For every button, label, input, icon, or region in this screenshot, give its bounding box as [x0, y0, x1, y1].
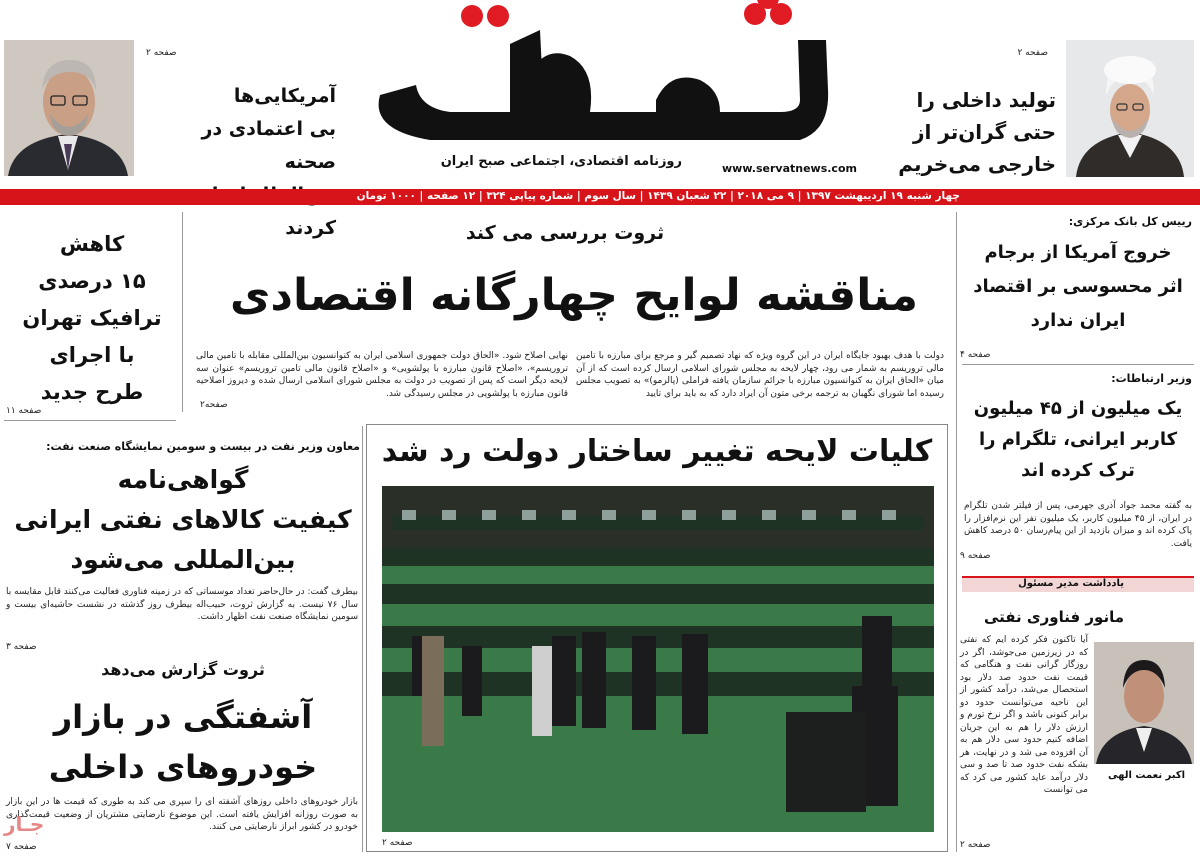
watermark: جـار — [4, 812, 45, 836]
main-kicker: ثروت بررسی می کند — [465, 222, 665, 244]
top-right-page: صفحه ۲ — [1017, 48, 1048, 58]
line: ایران ندارد — [1030, 310, 1126, 331]
larijani-portrait-icon — [4, 40, 134, 176]
left-story1-headline[interactable] — [6, 460, 360, 580]
left-story2-headline[interactable] — [6, 692, 360, 792]
masthead-logo — [360, 0, 840, 160]
dateline-text: چهار شنبه ۱۹ اردیبهشت ۱۳۹۷ | ۹ می ۲۰۱۸ | ۲۲ شعبان ۱۴۳۹ | سال سوم | شماره پیاپی ۳۲۴ | ۱۲ صفحه | ۱۰۰۰ تومان — [356, 190, 960, 202]
editorial-label-box — [962, 576, 1194, 592]
main-page: صفحه۲ — [200, 400, 228, 410]
line: کاربر ایرانی، تلگرام را — [978, 429, 1178, 450]
editorial-body-tail — [960, 790, 1194, 836]
center-photo-page: صفحه ۲ — [382, 838, 413, 848]
nematollahi-photo — [1094, 642, 1194, 764]
line: ترافیک تهران — [22, 306, 162, 330]
line: گواهی‌نامه — [117, 465, 249, 494]
right-story1-page: صفحه ۴ — [960, 350, 991, 360]
top-right-headline[interactable] — [876, 84, 1056, 180]
line: ترک کرده اند — [1021, 460, 1135, 481]
larijani-photo — [4, 40, 134, 176]
line: با اجرای — [49, 343, 135, 367]
top-left-page: صفحه ۲ — [146, 48, 177, 58]
left-story2-body: بازار خودروهای داخلی روزهای آشفته ای را سپری می کند به طوری که قیمت ها در این بازار به صورت روزانه افزایش یافته است. این موضوع نارضایتی مشتریان از وضعیت قیمت‌گذاری خودرو در کشور ابراز نارضایتی می کنند. — [6, 797, 358, 832]
editorial-body: آیا تاکنون فکر کرده ایم که نفتی که در زیرزمین می‌جوشد، اگر در روزگار گرانی نفت و هنگامی که قیمت نفت حدود صد دلار بود استحصال می‌شد، درآمد کشور از این ناحیه می‌توانست حدود دو برابر کنونی باشد و اگر نرخ تورم و ارزش دلار را هم به این جریان اضافه کنیم حدود سی دلار هم به آن افزوده می شد و در نهایت، هر بشکه نفت حدود صد تا صد و سی دلار درآمد عاید کشور می کرد که می توانست — [960, 635, 1088, 795]
divider — [962, 364, 1194, 365]
editorial-photo-caption: اکبر نعمت الهی — [1108, 770, 1186, 781]
line: اثر محسوسی بر اقتصاد — [973, 276, 1183, 297]
left-box-page: صفحه ۱۱ — [6, 406, 42, 416]
top-left-headline[interactable] — [146, 80, 336, 245]
line: حتی گران‌تر از — [912, 120, 1056, 144]
right-story2-page: صفحه ۹ — [960, 551, 991, 561]
right-story1-kicker: رییس کل بانک مرکزی: — [1068, 215, 1192, 228]
left-story1-kicker: معاون وزیر نفت در بیست و سومین نمایشگاه صنعت نفت: — [46, 440, 360, 453]
line: آمریکایی‌ها — [233, 85, 336, 107]
divider — [362, 426, 363, 852]
center-photo-headline[interactable]: کلیات لایحه تغییر ساختار دولت رد شد — [381, 434, 933, 469]
line: کردند — [285, 217, 336, 239]
left-story1-page: صفحه ۳ — [6, 642, 37, 652]
left-box-headline[interactable] — [8, 226, 176, 411]
rouhani-photo — [1066, 40, 1194, 177]
line: تولید داخلی را — [916, 88, 1056, 112]
right-story2-kicker: وزیر ارتباطات: — [1111, 372, 1192, 385]
line: خودروهای داخلی — [48, 748, 318, 786]
editorial-title[interactable]: مانور فناوری نفتی — [983, 608, 1124, 626]
line: طرح جدید — [40, 380, 144, 404]
parliament-photo-icon — [382, 486, 934, 832]
right-story2-body: به گفته محمد جواد آذری جهرمی، پس از فیلتر شدن تلگرام در ایران، از ۴۵ میلیون کاربر، یک میلیون نفر این نرم‌افزار را پاک کرده اند و میزان بازدید از این پیام‌رسان ۵۰ درصد کاهش یافت. — [964, 501, 1192, 549]
editorial-page: صفحه ۲ — [960, 840, 991, 850]
line: کاهش — [59, 232, 125, 256]
dateline-bar — [0, 189, 1200, 205]
main-body-right: دولت با هدف بهبود جایگاه ایران در این گروه ویژه که نهاد تصمیم گیر و مرجع برای مبارزه با تامین مالی تروریسم به شمار می رود، چهار لایحه به مجلس شورای اسلامی ارسال کرده است که از آن میان «الحاق ایران به کنوانسیون مبارزه با جرائم سازمان یافته فراملی (پالرمو)» به تصویب مجلس رسیده اما شورای نگهبان به ترجمه برخی متون آن ایراد دارد که به باید برای تایید — [576, 351, 944, 399]
masthead-website[interactable]: www.servatnews.com — [722, 162, 857, 175]
line: خروج آمریکا از برجام — [984, 242, 1172, 263]
divider — [956, 212, 957, 852]
line: یک میلیون از ۴۵ میلیون — [973, 398, 1183, 419]
right-story1-headline[interactable] — [964, 236, 1192, 338]
parliament-photo — [382, 486, 934, 832]
left-story1-body: بیطرف گفت: در حال‌حاضر تعداد موسساتی که در زمینه فناوری فعالیت می‌کنند قابل مقایسه با سال ۷۶ نیست. به گزارش ثروت، حبیب‌اله بیطرف روز گذشته در نشست حاشیه‌ای بیست و سومین نمایشگاه صنعت نفت اظهار داشت. — [6, 587, 359, 622]
editorial-label: یادداشت مدیر مسئول — [1018, 578, 1124, 589]
main-body-left: نهایی اصلاح شود. «الحاق دولت جمهوری اسلامی ایران به کنوانسیون بین‌المللی مقابله با تامین مالی تروریسم»، «اصلاح قانون مبارزه با پولشویی» و «اصلاح قانون مالی تامین تروریسم» عنوان سه لایحه دیگر است که پس از تصویب در دولت به مجلس شورای اسلامی ارسال شده و دیروز اصلاحیه قانون مبارزه با پولشویی در مجلس رسیدگی شد. — [196, 351, 568, 399]
left-story2-page: صفحه ۷ — [6, 842, 37, 852]
servat-logo-icon — [360, 0, 840, 160]
line: بی اعتمادی در صحنه — [201, 118, 336, 173]
nematollahi-portrait-icon — [1094, 642, 1194, 764]
president-portrait-icon — [1066, 40, 1194, 177]
divider — [4, 420, 176, 421]
line: بین‌المللی می‌شود — [70, 545, 296, 574]
right-story2-headline[interactable] — [964, 393, 1192, 486]
line: خارجی می‌خریم — [898, 152, 1056, 176]
line: کیفیت کالاهای نفتی ایرانی — [14, 505, 352, 534]
main-headline[interactable]: مناقشه لوایح چهارگانه اقتصادی — [230, 270, 918, 321]
masthead-tagline: روزنامه اقتصادی، اجتماعی صبح ایران — [440, 154, 682, 169]
divider — [182, 212, 183, 412]
line: آشفتگی در بازار — [53, 698, 313, 736]
line: ۱۵ درصدی — [38, 269, 146, 293]
left-story2-kicker: ثروت گزارش می‌دهد — [101, 660, 265, 679]
